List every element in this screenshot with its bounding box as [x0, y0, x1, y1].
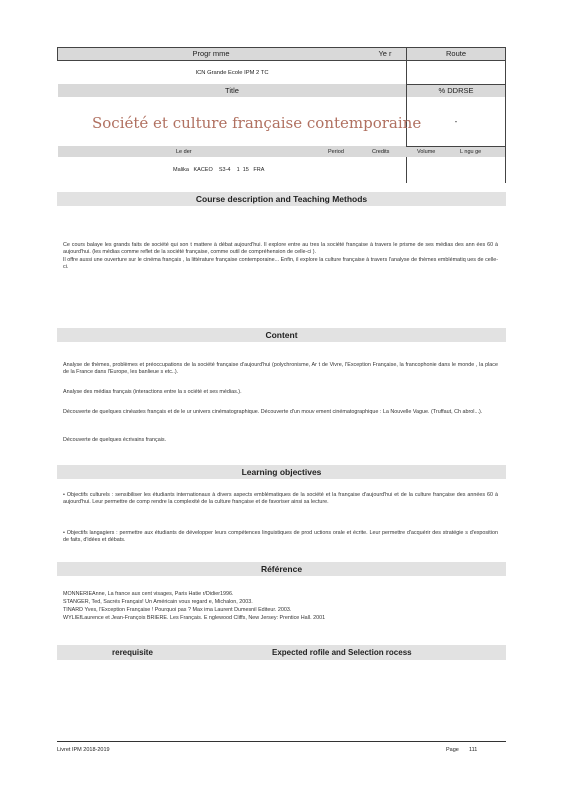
course-title: Société et culture française contemporaine	[92, 114, 422, 132]
table-right-border	[505, 47, 506, 183]
row-divider	[406, 84, 506, 85]
language-header: L ngu ge	[460, 149, 482, 155]
reference-line: STANGER, Ted, Sacrés Français! Un Américain vous regard e, Michalon, 2003.	[63, 599, 253, 605]
title-header: Title	[58, 84, 406, 97]
ddrse-header: % DDRSE	[407, 84, 505, 97]
footer-page-label: Page	[446, 747, 459, 753]
programme-value: ICN Grande Ecole IPM 2 TC	[195, 70, 269, 76]
reference-line: TINARD Yves, l'Exception Française ! Pourquoi pas ? Max ima Laurent Dumesnil Editeur. 2003.	[63, 607, 292, 613]
row-divider	[57, 60, 506, 61]
leader-row-values: Malika KACEO S3-4 1 15 FRA	[173, 167, 265, 173]
course-description-header: Course description and Teaching Methods	[57, 192, 506, 206]
period-header: Period	[328, 149, 344, 155]
learning-objectives-header: Learning objectives	[57, 465, 506, 479]
volume-header: Volume	[417, 149, 436, 155]
year-header: Ye r	[364, 48, 406, 60]
content-header: Content	[57, 328, 506, 342]
content-paragraph: Analyse de thèmes, problèmes et préoccupations de la société française d'aujourd'hui (polychronisme, Ar t de Vivre, l'Exception Française, la francophonie dans le monde , la place de la France dans l'Europe, les banlieue s etc..).	[63, 362, 498, 376]
route-header: Route	[407, 48, 505, 60]
footer-page-number: 111	[469, 747, 478, 753]
course-description-text: Ce cours balaye les grands faits de société qui son t mattere à débat aujourd'hui. Il explore entre au tres la société française à travers le prisme de ses médias des ann ées 60 à aujourd'hui. (les médias comme reflet de la société française, comme outil de compréhension de celle-ci ). Il offre aussi une ouverture sur le cinéma français , la littérature française contemporaine... Enfin, il explore la culture française à travers l'analyse de thèmes emblématiq ues de celle-ci.	[63, 242, 498, 270]
reference-line: MONNERIEAnne, La france aux cent visages, Paris Hatie r/Didier1996.	[63, 591, 234, 597]
leader-header-row	[58, 146, 505, 157]
expected-profile-header: Expected rofile and Selection rocess	[272, 648, 412, 657]
content-paragraph: Découverte de quelques cinéastes français et de le ur univers cinématographique. Découverte d'un mouv ement cinématographique : La Nouvelle Vague. (Truffaut, Ch abrol...).	[63, 409, 483, 415]
credits-header: Credits	[372, 149, 390, 155]
reference-line: WYLIEfLaurence et Jean-François BRIERE. Les Français. E nglewood Cliffs, New Jersey: Prentice Hall. 2001	[63, 615, 326, 621]
footer-left: Livret IPM 2018-2019	[57, 747, 110, 753]
objective-paragraph: • Objectifs culturels : sensibiliser les étudiants internationaux à divers aspects emblématiques de la société et la française d'aujourd'hui et de la culture française des années 60 à aujourd'hui. Leur permettre de comp rendre la complexité de la culture française et de favoriser ainsi sa lecture.	[63, 492, 498, 506]
programme-header: Progr mme	[58, 48, 364, 60]
row-divider	[406, 146, 506, 147]
reference-header: Référence	[57, 562, 506, 576]
leader-header: Le der	[176, 149, 192, 155]
content-paragraph: Analyse des médias français (interactions entre la s ociété et ses médias.).	[63, 389, 242, 395]
footer-rule	[57, 741, 506, 742]
objective-paragraph: • Objectifs langagiers : permettre aux étudiants de développer leurs compétences linguistiques de prod uctions orale et écrite. Leur permettre d'acquérir des stratégie s d'exposition de faits, d'idées et débats.	[63, 530, 498, 544]
prerequisite-header: rerequisite	[112, 648, 153, 657]
ddrse-value: -	[454, 117, 458, 126]
content-paragraph: Découverte de quelques écrivains français.	[63, 437, 167, 443]
